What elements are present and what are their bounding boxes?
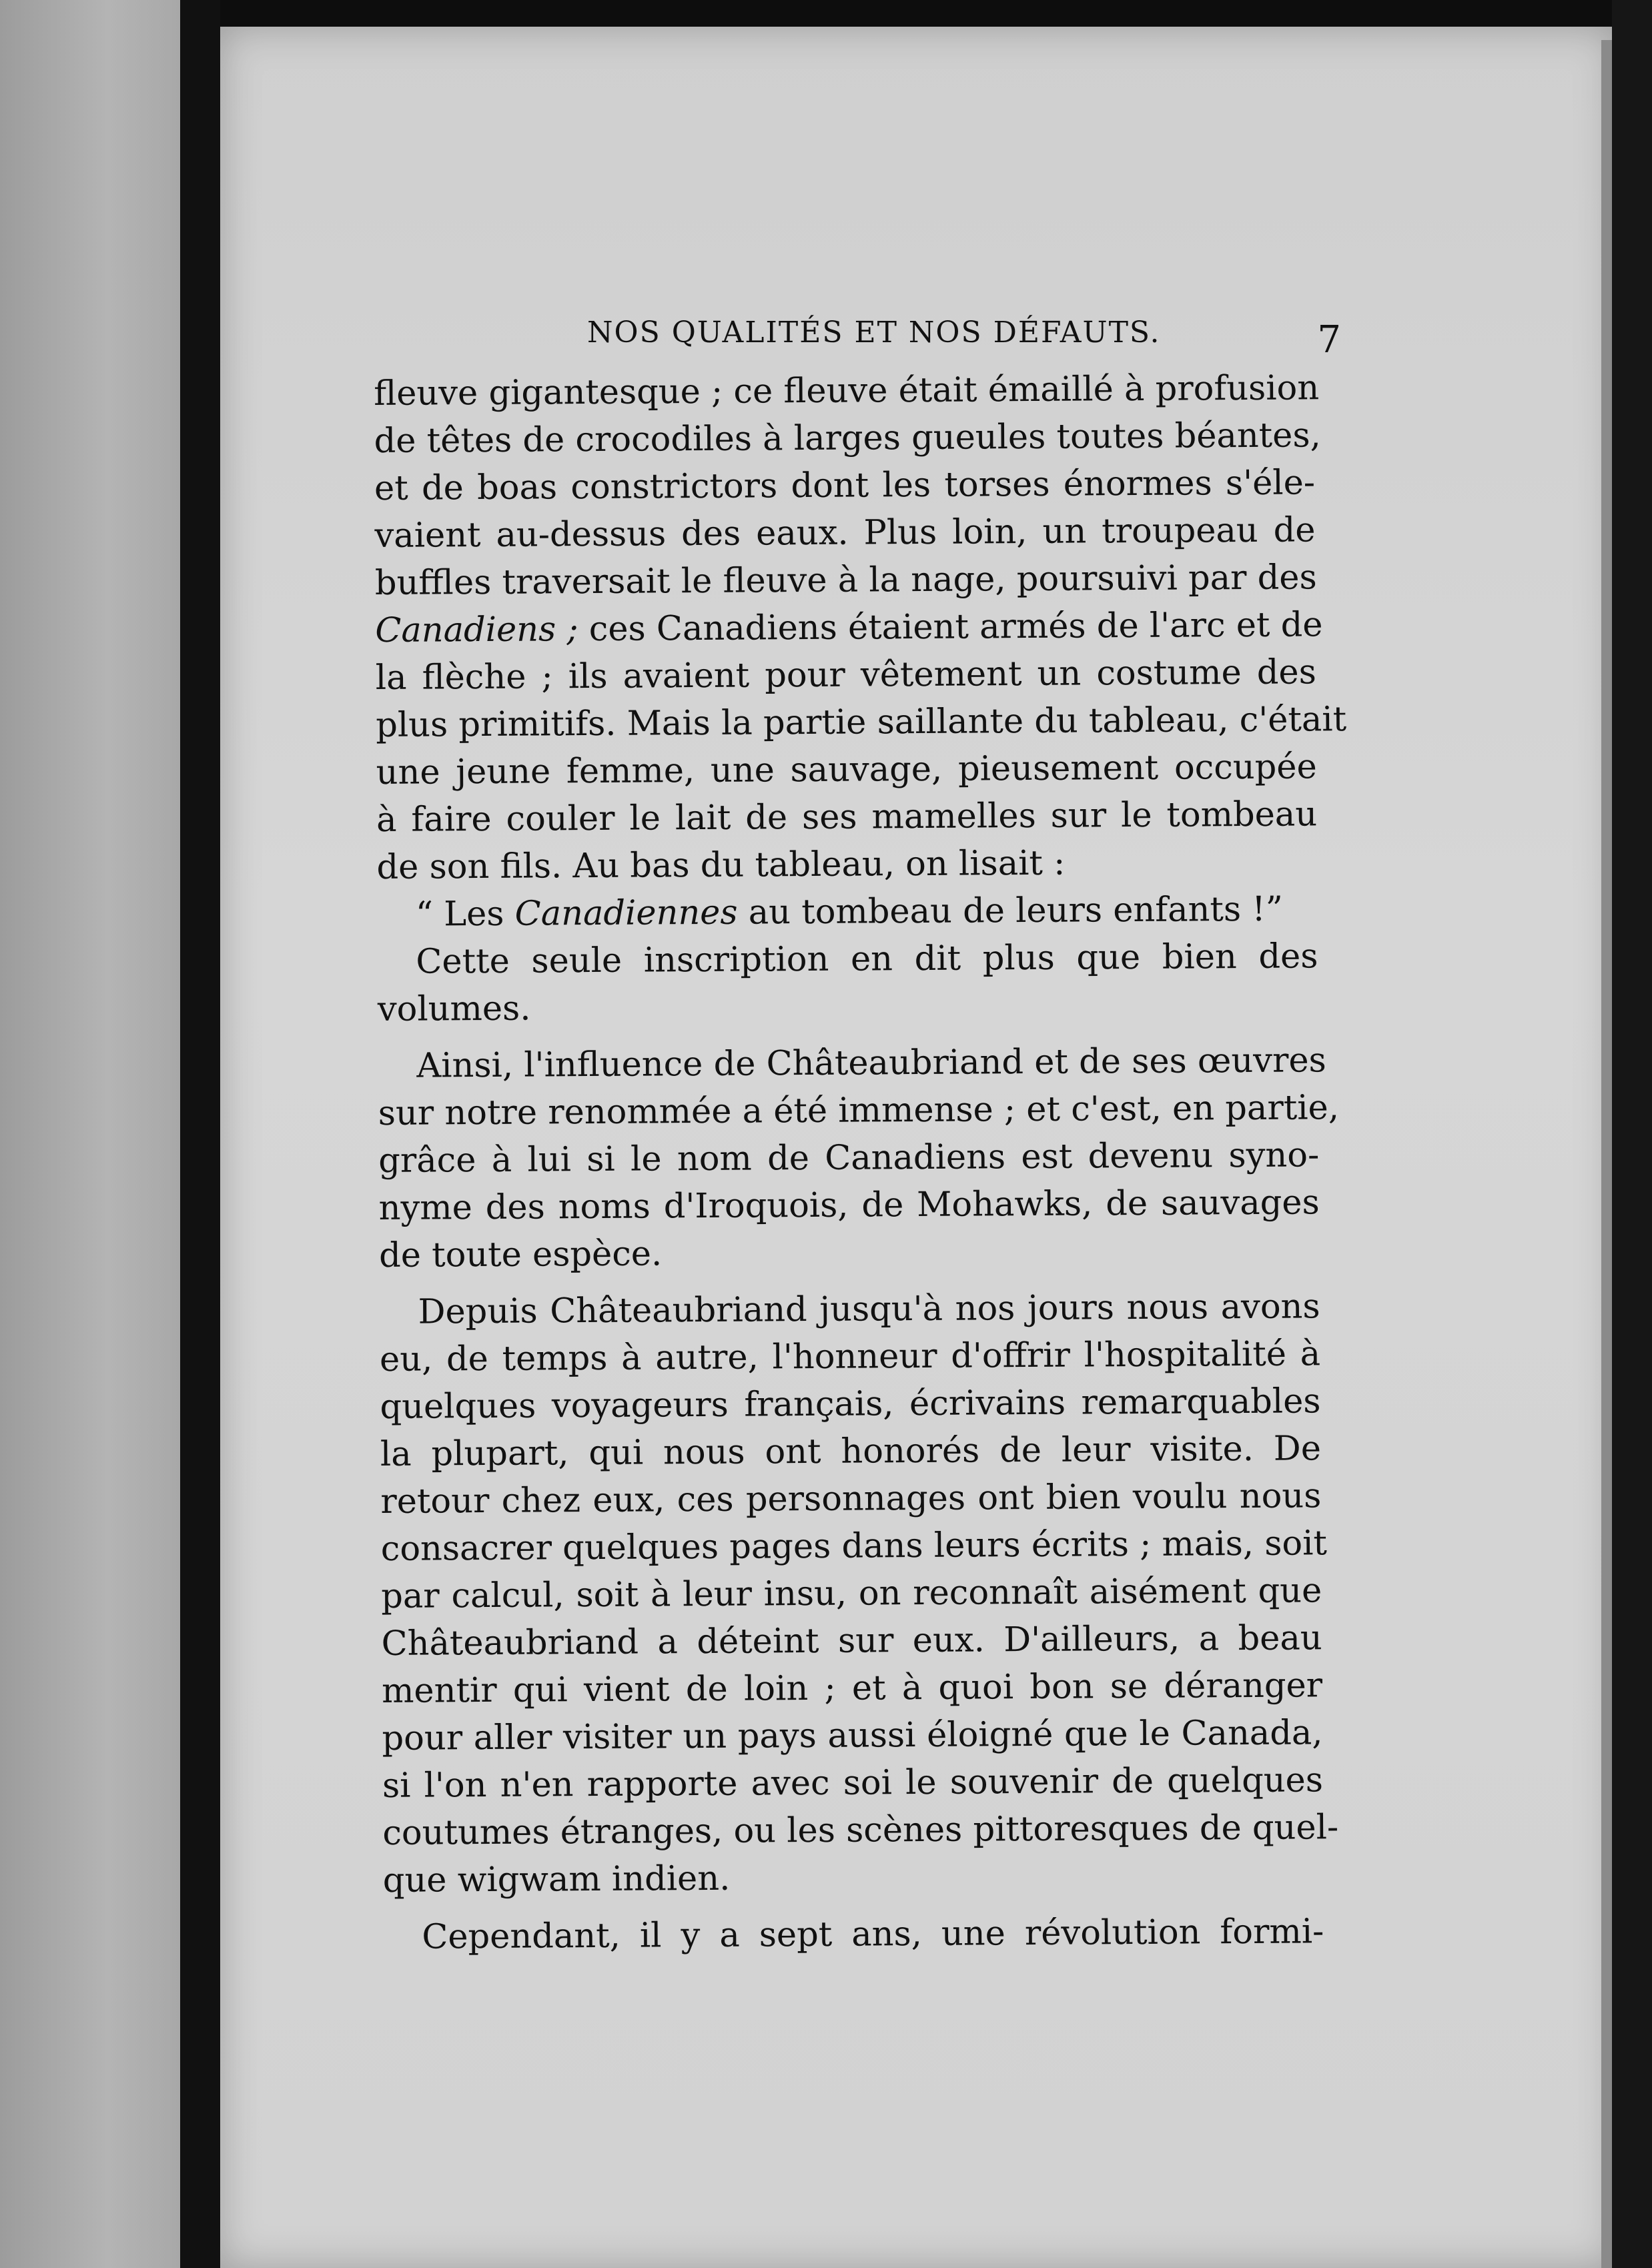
text-line-rest: ces Canadiens étaient armés de l'arc et de bbox=[588, 605, 1323, 650]
text-line bbox=[375, 601, 1323, 654]
scan-border bbox=[1612, 0, 1652, 2268]
text-line: eu, de temps à autre, l'honneur d'offrir l'hospitalité à bbox=[379, 1334, 1321, 1379]
text-line: une jeune femme, une sauvage, pieusement occupée bbox=[376, 747, 1317, 792]
text-line: Cependant, il y a sept ans, une révolution formi- bbox=[422, 1912, 1324, 1957]
running-head bbox=[360, 304, 1341, 362]
text-line: mentir qui vient de loin ; et à quoi bon se déranger bbox=[381, 1666, 1323, 1711]
text-line: coutumes étranges, ou les scènes pittoresques de quel- bbox=[382, 1808, 1339, 1853]
text-line: nyme des noms d'Iroquois, de Mohawks, de sauvages bbox=[378, 1183, 1320, 1228]
quote-italic: Canadiennes bbox=[514, 893, 738, 934]
text-line: fleuve gigantesque ; ce fleuve était émaillé à profusion bbox=[374, 368, 1320, 414]
text-line: vaient au-dessus des eaux. Plus loin, un troupeau de bbox=[374, 510, 1316, 556]
text-line: la plupart, qui nous ont honorés de leur visite. De bbox=[380, 1429, 1322, 1474]
text-line: de têtes de crocodiles à larges gueules toutes béantes, bbox=[374, 416, 1321, 461]
text-line: Cette seule inscription en dit plus que bien des bbox=[416, 937, 1318, 982]
text-line: si l'on n'en rapporte avec soi le souvenir de quelques bbox=[382, 1760, 1324, 1806]
page-edge bbox=[1601, 40, 1612, 2268]
text-line: grâce à lui si le nom de Canadiens est devenu syno- bbox=[378, 1135, 1320, 1181]
body-text bbox=[374, 364, 1347, 1961]
text-line: à faire couler le lait de ses mamelles sur le tombeau bbox=[376, 794, 1318, 840]
text-line: Depuis Châteaubriand jusqu'à nos jours nous avons bbox=[418, 1287, 1320, 1332]
text-line: par calcul, soit à leur insu, on reconnaît aisément que bbox=[381, 1571, 1322, 1616]
text-line: pour aller visiter un pays aussi éloigné que le Canada, bbox=[382, 1713, 1323, 1758]
text-line: de son fils. Au bas du tableau, on lisait : bbox=[376, 843, 1066, 887]
text-line: de toute espèce. bbox=[378, 1234, 663, 1275]
text-line: volumes. bbox=[377, 989, 531, 1029]
text-line: Ainsi, l'influence de Châteaubriand et de ses œuvres bbox=[416, 1041, 1326, 1086]
italic-canadiens: Canadiens ; bbox=[375, 610, 578, 650]
text-line: et de boas constrictors dont les torses énormes s'éle- bbox=[374, 463, 1316, 508]
text-line: la flèche ; ils avaient pour vêtement un costume des bbox=[375, 652, 1316, 698]
running-title: NOS QUALITÉS ET NOS DÉFAUTS. bbox=[587, 316, 1161, 350]
text-line: retour chez eux, ces personnages ont bien voulu nous bbox=[380, 1476, 1322, 1522]
text-line: que wigwam indien. bbox=[382, 1858, 731, 1900]
text-line: sur notre renommée a été immense ; et c'est, en partie, bbox=[378, 1088, 1340, 1133]
quotation-line bbox=[377, 885, 1318, 939]
text-line: plus primitifs. Mais la partie saillante du tableau, c'était bbox=[376, 700, 1347, 745]
text-line: buffles traversait le fleuve à la nage, poursuivi par des bbox=[374, 558, 1317, 603]
text-line: quelques voyageurs français, écrivains remarquables bbox=[380, 1381, 1321, 1427]
quote-close: au tombeau de leurs enfants !” bbox=[737, 889, 1284, 933]
left-page-margin bbox=[0, 0, 180, 2268]
gutter-shadow bbox=[180, 0, 220, 2268]
quote-open: “ Les bbox=[415, 894, 515, 935]
page-number: 7 bbox=[1317, 318, 1341, 362]
text-line: Châteaubriand a déteint sur eux. D'ailleurs, a beau bbox=[381, 1618, 1322, 1664]
text-line: consacrer quelques pages dans leurs écrits ; mais, soit bbox=[380, 1524, 1328, 1569]
